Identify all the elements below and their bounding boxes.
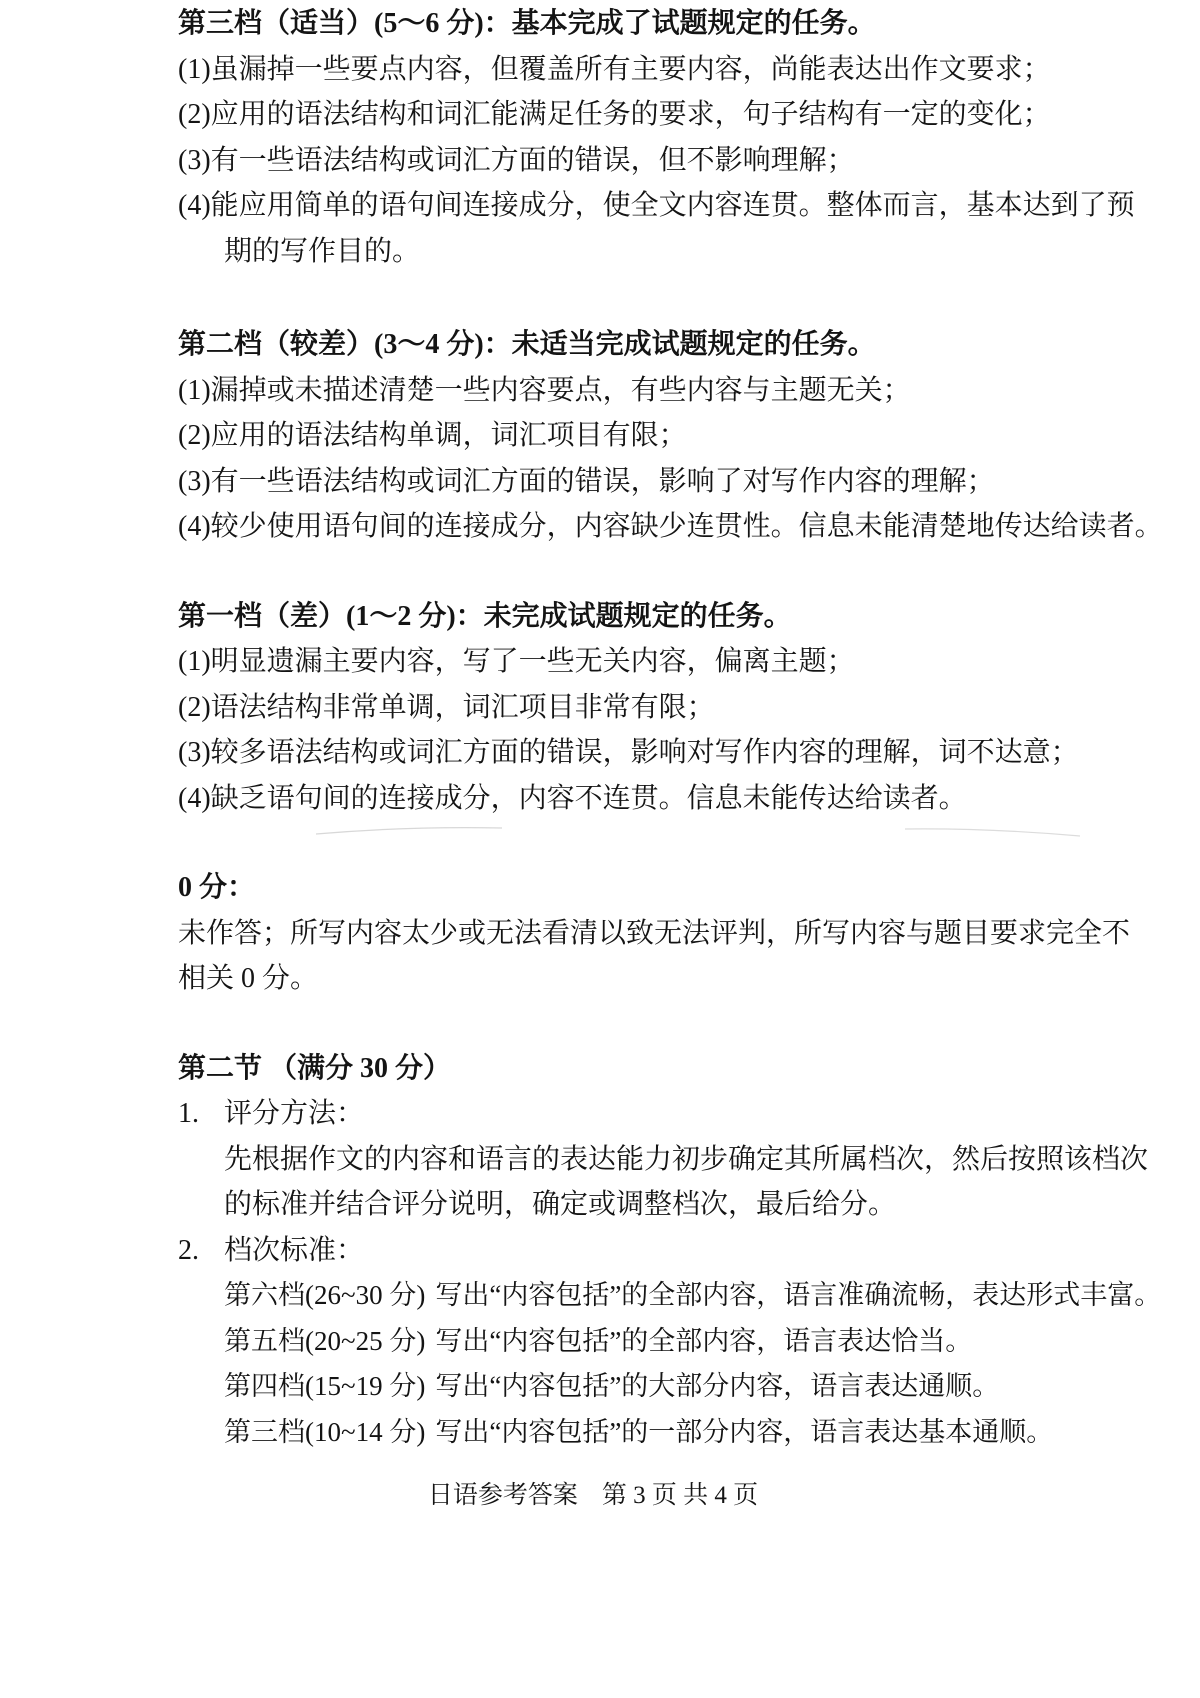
list-number: 2. bbox=[178, 1234, 199, 1266]
grade-standards-title bbox=[178, 1228, 1192, 1274]
footer-title: 日语参考答案 bbox=[427, 1482, 578, 1509]
section-heading: 第三档（适当）(5～6 分)：基本完成了试题规定的任务。 bbox=[178, 8, 876, 39]
criterion-item: (2)语法结构非常单调，词汇项目非常有限； bbox=[178, 691, 715, 723]
section-heading: 0 分： bbox=[178, 872, 256, 903]
grade-label: 第五档(20~25 分) bbox=[224, 1325, 426, 1356]
grade-description: 写出“内容包括”的全部内容，语言表达恰当。 bbox=[435, 1325, 973, 1356]
zero-score-section bbox=[178, 865, 1192, 1002]
zero-score-text: 未作答；所写内容太少或无法看清以致无法评判，所写内容与题目要求完全不 bbox=[178, 917, 1131, 949]
page-footer bbox=[0, 1473, 1186, 1519]
criterion-item: (4)能应用简单的语句间连接成分，使全文内容连贯。整体而言，基本达到了预 bbox=[178, 190, 1135, 221]
criterion-item: (3)有一些语法结构或词汇方面的错误，但不影响理解； bbox=[178, 144, 855, 176]
scoring-method-text: 先根据作文的内容和语言的表达能力初步确定其所属档次，然后按照该档次 bbox=[224, 1143, 1149, 1175]
grade-standard-item bbox=[178, 1410, 1192, 1456]
criterion-item: (4)缺乏语句间的连接成分，内容不连贯。信息未能传达给读者。 bbox=[178, 782, 967, 814]
grade-description: 写出“内容包括”的全部内容，语言准确流畅，表达形式丰富。 bbox=[435, 1280, 1162, 1310]
grade-label: 第六档(26~30 分) bbox=[224, 1280, 426, 1310]
grade-label: 第四档(15~19 分) bbox=[224, 1371, 426, 1401]
criterion-item-continuation: 期的写作目的。 bbox=[224, 235, 421, 267]
criterion-item: (1)明显遗漏主要内容，写了一些无关内容，偏离主题； bbox=[178, 646, 855, 677]
section-two bbox=[178, 1046, 1192, 1456]
grade-standard-item bbox=[178, 1319, 1192, 1365]
criterion-item: (3)有一些语法结构或词汇方面的错误，影响了对写作内容的理解； bbox=[178, 465, 995, 497]
section-heading: 第二档（较差）(3～4 分)：未适当完成试题规定的任务。 bbox=[178, 329, 876, 360]
grade-section-three bbox=[178, 1, 1192, 274]
document-body bbox=[178, 1, 1192, 1455]
criterion-item: (4)较少使用语句间的连接成分，内容缺少连贯性。信息未能清楚地传达给读者。 bbox=[178, 511, 1163, 542]
scoring-method-text: 的标准并结合评分说明，确定或调整档次，最后给分。 bbox=[224, 1189, 897, 1220]
scoring-method-title bbox=[178, 1091, 1192, 1137]
criterion-item: (2)应用的语法结构单调，词汇项目有限； bbox=[178, 420, 687, 451]
grade-description: 写出“内容包括”的大部分内容，语言表达通顺。 bbox=[435, 1371, 1000, 1401]
grade-section-one bbox=[178, 594, 1192, 822]
zero-score-text: 相关 0 分。 bbox=[178, 963, 319, 994]
criterion-item: (2)应用的语法结构和词汇能满足任务的要求，句子结构有一定的变化； bbox=[178, 99, 1051, 130]
section-heading: 第二节 （满分 30 分） bbox=[178, 1052, 452, 1084]
grade-label: 第三档(10~14 分) bbox=[224, 1416, 426, 1447]
grade-description: 写出“内容包括”的一部分内容，语言表达基本通顺。 bbox=[435, 1416, 1054, 1447]
grade-standard-item bbox=[178, 1273, 1192, 1319]
list-title: 档次标准： bbox=[224, 1234, 365, 1266]
grade-standard-item bbox=[178, 1364, 1192, 1410]
grade-section-two bbox=[178, 322, 1192, 550]
page-number: 第 3 页 共 4 页 bbox=[601, 1482, 759, 1509]
list-title: 评分方法： bbox=[224, 1098, 365, 1129]
criterion-item: (3)较多语法结构或词汇方面的错误，影响对写作内容的理解，词不达意； bbox=[178, 737, 1079, 768]
criterion-item: (1)漏掉或未描述清楚一些内容要点，有些内容与主题无关； bbox=[178, 374, 911, 406]
section-heading: 第一档（差）(1～2 分)：未完成试题规定的任务。 bbox=[178, 600, 792, 632]
list-number: 1. bbox=[178, 1098, 199, 1129]
criterion-item: (1)虽漏掉一些要点内容，但覆盖所有主要内容，尚能表达出作文要求； bbox=[178, 53, 1051, 85]
